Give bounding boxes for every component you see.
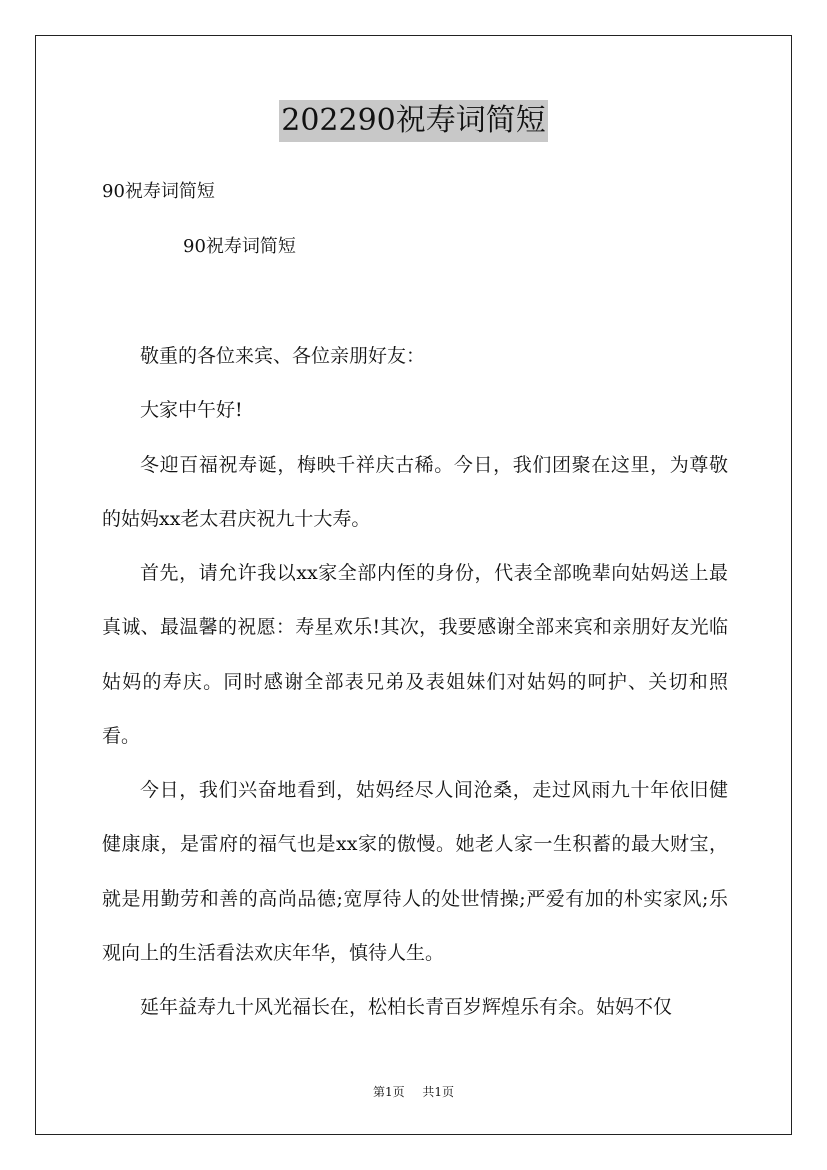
body-paragraph: 首先，请允许我以xx家全部内侄的身份，代表全部晚辈向姑妈送上最真诚、最温馨的祝愿：寿星欢乐!其次，我要感谢全部来宾和亲朋好友光临姑妈的寿庆。同时感谢全部表兄弟及表姐妹们对姑妈的呵护、关切和照看。 [102,562,728,747]
subtitle-heading: 90祝寿词简短 [102,181,215,202]
page-total: 共1页 [422,1085,454,1099]
subtitle-heading-indented: 90祝寿词简短 [183,236,296,257]
salutation-line: 大家中午好! [140,399,243,421]
body-paragraph: 今日，我们兴奋地看到，姑妈经尽人间沧桑，走过风雨九十年依旧健健康康，是雷府的福气也是xx家的傲慢。她老人家一生积蓄的最大财宝，就是用勤劳和善的高尚品德;宽厚待人的处世情操;严爱有加的朴实家风;乐观向上的生活看法欢庆年华，慎待人生。 [102,779,728,964]
body-paragraph: 延年益寿九十风光福长在，松柏长青百岁辉煌乐有余。姑妈不仅 [140,996,673,1018]
document-title [0,100,827,142]
page-footer [0,1083,827,1101]
body-paragraph: 冬迎百福祝寿诞，梅映千祥庆古稀。今日，我们团聚在这里，为尊敬的姑妈xx老太君庆祝九十大寿。 [102,454,728,531]
greeting-line: 敬重的各位来宾、各位亲朋好友： [140,345,426,367]
page-number: 第1页 [373,1085,405,1099]
document-title-text: 202290祝寿词简短 [279,100,548,142]
